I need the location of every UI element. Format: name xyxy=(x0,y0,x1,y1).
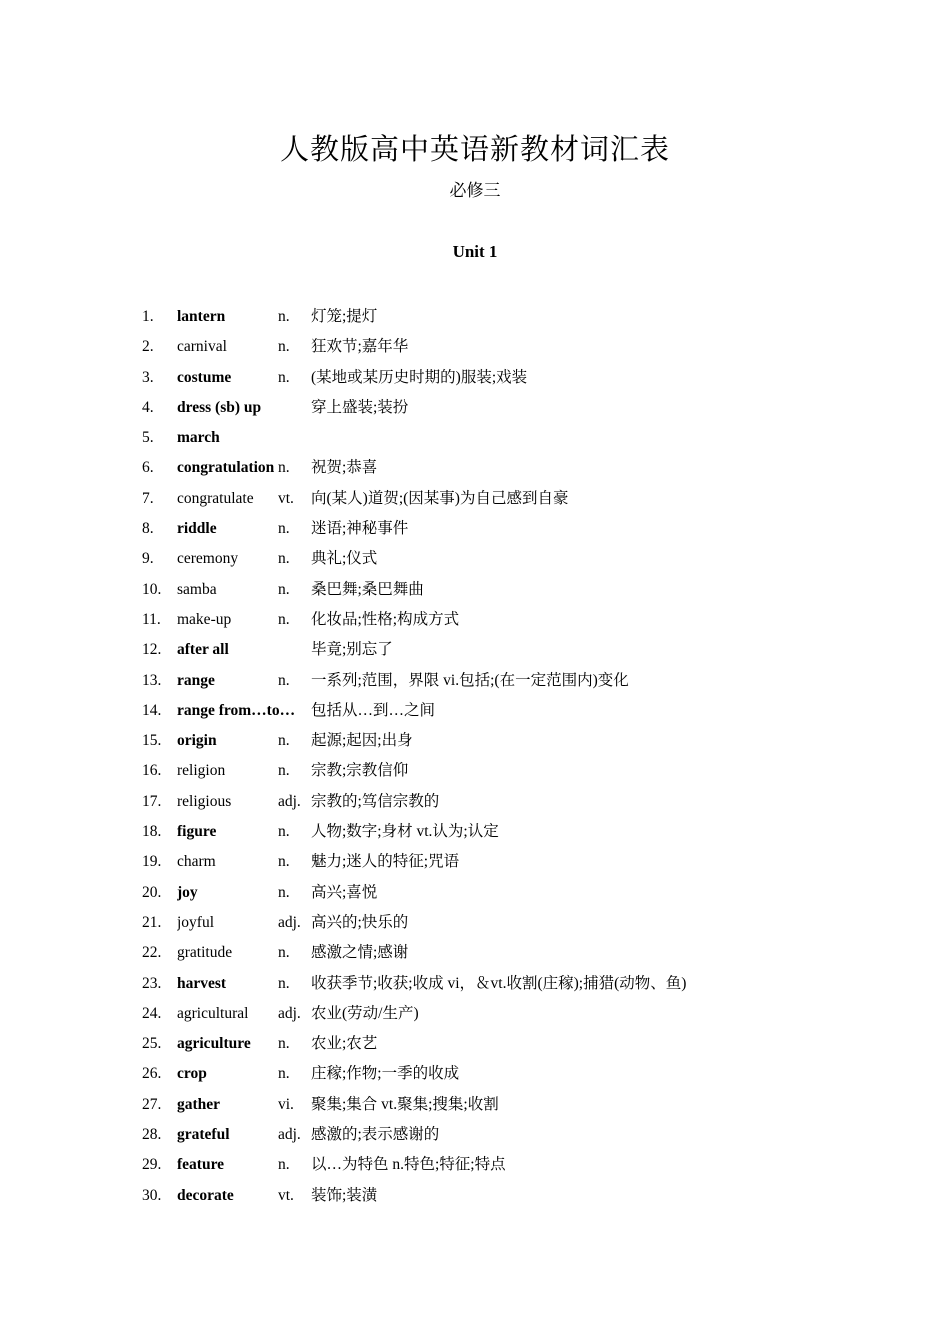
entry-definition: 感激的;表示感谢的 xyxy=(311,1126,440,1144)
entry-word: agriculture xyxy=(177,1035,251,1053)
entry-number: 9. xyxy=(142,550,154,568)
entry-part-of-speech: n. xyxy=(278,610,290,628)
entry-word: crop xyxy=(177,1065,207,1083)
entry-word: gratitude xyxy=(177,944,233,962)
vocab-entry xyxy=(0,484,950,514)
entry-part-of-speech: n. xyxy=(278,883,290,901)
entry-part-of-speech: n. xyxy=(278,762,290,780)
entry-word: dress (sb) up xyxy=(177,398,262,416)
entry-word: joyful xyxy=(177,913,215,931)
entry-definition: 桑巴舞;桑巴舞曲 xyxy=(311,580,424,598)
entry-word: figure xyxy=(177,823,217,841)
vocab-entry xyxy=(0,1181,950,1211)
entry-word: after all xyxy=(177,641,229,659)
entry-number: 17. xyxy=(142,792,162,810)
entry-part-of-speech: n. xyxy=(278,550,290,568)
entry-definition: 以…为特色 n.特色;特征;特点 xyxy=(311,1156,506,1174)
entry-part-of-speech: n. xyxy=(278,368,290,386)
entry-number: 16. xyxy=(142,762,162,780)
entry-definition: 聚集;集合 vt.聚集;搜集;收割 xyxy=(311,1095,499,1113)
unit-heading: Unit 1 xyxy=(452,242,498,261)
entry-word: congratulate xyxy=(177,489,254,507)
entry-part-of-speech: n. xyxy=(278,853,290,871)
entry-number: 21. xyxy=(142,913,162,931)
entry-number: 22. xyxy=(142,944,162,962)
vocab-entry xyxy=(0,423,950,453)
entry-part-of-speech: adj. xyxy=(278,1126,301,1144)
entry-word: carnival xyxy=(177,338,227,356)
entry-definition: 装饰;装潢 xyxy=(311,1186,378,1204)
entry-part-of-speech: n. xyxy=(278,823,290,841)
entry-word: charm xyxy=(177,853,216,871)
entry-part-of-speech: vi. xyxy=(278,1095,294,1113)
vocab-entry xyxy=(0,1059,950,1089)
entry-word: costume xyxy=(177,368,232,386)
entry-number: 4. xyxy=(142,398,154,416)
vocab-entry xyxy=(0,817,950,847)
entry-word: religious xyxy=(177,792,232,810)
entry-definition: 庄稼;作物;一季的收成 xyxy=(311,1065,460,1083)
entry-number: 24. xyxy=(142,1004,162,1022)
entry-number: 14. xyxy=(142,701,162,719)
entry-definition: 向(某人)道贺;(因某事)为自己感到自豪 xyxy=(311,489,569,507)
entry-definition: 农业(劳动/生产) xyxy=(311,1004,419,1022)
entry-number: 28. xyxy=(142,1126,162,1144)
entry-definition: (某地或某历史时期的)服装;戏装 xyxy=(311,368,528,386)
entry-number: 19. xyxy=(142,853,162,871)
vocab-entry xyxy=(0,847,950,877)
entry-definition: 高兴的;快乐的 xyxy=(311,913,409,931)
entry-definition: 魅力;迷人的特征;咒语 xyxy=(311,853,460,871)
entry-part-of-speech: n. xyxy=(278,1065,290,1083)
entry-definition: 起源;起因;出身 xyxy=(311,732,413,750)
entry-part-of-speech: adj. xyxy=(278,1004,301,1022)
entry-part-of-speech: n. xyxy=(278,1156,290,1174)
entry-word: grateful xyxy=(177,1126,230,1144)
entry-word: gather xyxy=(177,1095,221,1113)
entry-word: origin xyxy=(177,732,217,750)
entry-number: 12. xyxy=(142,641,162,659)
entry-number: 29. xyxy=(142,1156,162,1174)
entry-word: feature xyxy=(177,1156,225,1174)
vocab-entry xyxy=(0,938,950,968)
entry-part-of-speech: n. xyxy=(278,671,290,689)
vocab-entry xyxy=(0,999,950,1029)
entry-definition: 包括从…到…之间 xyxy=(311,701,436,719)
entry-definition: 农业;农艺 xyxy=(311,1035,378,1053)
vocab-entry xyxy=(0,1090,950,1120)
vocab-entry xyxy=(0,544,950,574)
vocab-entry xyxy=(0,605,950,635)
entry-number: 18. xyxy=(142,823,162,841)
entry-number: 11. xyxy=(142,610,161,628)
entry-number: 20. xyxy=(142,883,162,901)
entry-number: 15. xyxy=(142,732,162,750)
vocab-entry xyxy=(0,363,950,393)
vocab-entry xyxy=(0,453,950,483)
entry-definition: 祝贺;恭喜 xyxy=(311,459,378,477)
vocab-entry xyxy=(0,1120,950,1150)
entry-definition: 典礼;仪式 xyxy=(311,550,378,568)
entry-definition: 一系列;范围，界限 vi.包括;(在一定范围内)变化 xyxy=(311,671,629,689)
entry-definition: 宗教的;笃信宗教的 xyxy=(311,792,440,810)
entry-definition: 狂欢节;嘉年华 xyxy=(311,338,409,356)
entry-definition: 收获季节;收获;收成 vi，＆vt.收割(庄稼);捕猎(动物、鱼) xyxy=(311,974,687,992)
vocab-entry xyxy=(0,575,950,605)
entry-part-of-speech: n. xyxy=(278,944,290,962)
entry-number: 2. xyxy=(142,338,154,356)
entry-definition: 穿上盛装;装扮 xyxy=(311,398,409,416)
document-title: 人教版高中英语新教材词汇表 xyxy=(279,134,670,166)
entry-number: 30. xyxy=(142,1186,162,1204)
vocab-entry xyxy=(0,514,950,544)
entry-word: congratulation xyxy=(177,459,275,477)
entry-word: range xyxy=(177,671,215,689)
entry-part-of-speech: adj. xyxy=(278,792,301,810)
vocab-entry xyxy=(0,969,950,999)
vocab-entry xyxy=(0,1150,950,1180)
entry-part-of-speech: vt. xyxy=(278,1186,294,1204)
entry-number: 1. xyxy=(142,308,154,325)
entry-number: 5. xyxy=(142,429,154,447)
entry-part-of-speech: n. xyxy=(278,580,290,598)
entry-number: 8. xyxy=(142,520,154,538)
entry-definition: 人物;数字;身材 vt.认为;认定 xyxy=(311,823,499,841)
entry-part-of-speech: n. xyxy=(278,338,290,356)
entry-number: 10. xyxy=(142,580,162,598)
entry-number: 6. xyxy=(142,459,154,477)
entry-word: march xyxy=(177,429,220,447)
vocab-entry xyxy=(0,393,950,423)
entry-word: agricultural xyxy=(177,1004,249,1022)
entry-number: 25. xyxy=(142,1035,162,1053)
entry-definition: 灯笼;提灯 xyxy=(311,308,378,325)
vocab-entry xyxy=(0,908,950,938)
entry-word: samba xyxy=(177,580,217,598)
entry-number: 13. xyxy=(142,671,162,689)
entry-word: riddle xyxy=(177,520,217,538)
entry-part-of-speech: n. xyxy=(278,520,290,538)
entry-word: lantern xyxy=(177,308,226,325)
entry-word: harvest xyxy=(177,974,227,992)
entry-word: religion xyxy=(177,762,226,780)
entry-part-of-speech: vt. xyxy=(278,489,294,507)
entry-part-of-speech: adj. xyxy=(278,913,301,931)
entry-definition: 宗教;宗教信仰 xyxy=(311,762,409,780)
entry-word: ceremony xyxy=(177,550,239,568)
vocab-entry xyxy=(0,332,950,362)
entry-definition: 迷语;神秘事件 xyxy=(311,520,409,538)
vocab-entry xyxy=(0,302,950,332)
entry-number: 27. xyxy=(142,1095,162,1113)
entry-definition: 毕竟;别忘了 xyxy=(311,641,393,659)
entry-word: decorate xyxy=(177,1186,234,1204)
entry-number: 3. xyxy=(142,368,154,386)
entry-part-of-speech: n. xyxy=(278,308,290,325)
entry-part-of-speech: n. xyxy=(278,459,290,477)
vocab-entry xyxy=(0,787,950,817)
entry-part-of-speech: n. xyxy=(278,974,290,992)
entry-number: 26. xyxy=(142,1065,162,1083)
entry-definition: 化妆品;性格;构成方式 xyxy=(311,610,460,628)
entry-word: range from…to… xyxy=(177,701,296,719)
vocab-entry xyxy=(0,878,950,908)
vocab-entry xyxy=(0,1029,950,1059)
entry-part-of-speech: n. xyxy=(278,732,290,750)
vocab-entry xyxy=(0,696,950,726)
vocab-entry xyxy=(0,635,950,665)
vocabulary-list xyxy=(0,302,950,1211)
document-subtitle: 必修三 xyxy=(449,181,501,200)
vocab-entry xyxy=(0,726,950,756)
entry-number: 23. xyxy=(142,974,162,992)
entry-definition: 高兴;喜悦 xyxy=(311,883,378,901)
entry-definition: 感激之情;感谢 xyxy=(311,944,409,962)
entry-part-of-speech: n. xyxy=(278,1035,290,1053)
entry-word: joy xyxy=(177,883,198,901)
entry-number: 7. xyxy=(142,489,154,507)
vocab-entry xyxy=(0,666,950,696)
entry-word: make-up xyxy=(177,610,232,628)
vocab-entry xyxy=(0,756,950,786)
